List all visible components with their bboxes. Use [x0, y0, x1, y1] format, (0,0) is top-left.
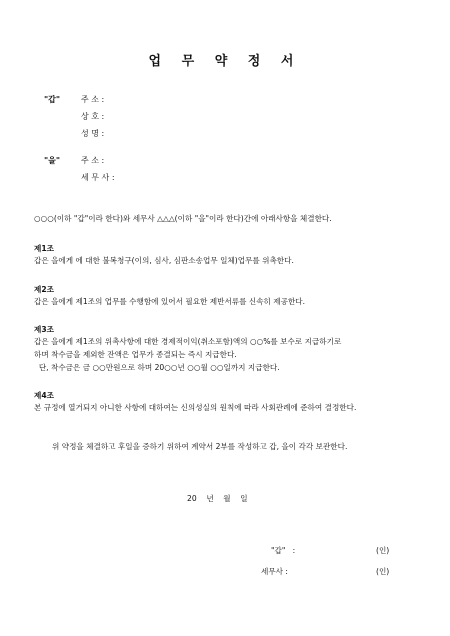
- article-3-line-2: 하며 착수금을 제외한 잔액은 업무가 종결되는 즉시 지급한다.: [34, 350, 237, 359]
- date-line: 20 년 월 일: [187, 494, 248, 503]
- party-a-address-label: 주 소 :: [81, 95, 105, 104]
- party-a-tag: "갑": [44, 95, 61, 104]
- document-title: 업 무 약 정 서: [148, 54, 302, 69]
- signature-b-label: 세무사 :: [261, 567, 288, 576]
- article-1-heading: 제1조: [34, 244, 54, 253]
- closing-paragraph: 위 약정을 체결하고 후일을 증하기 위하여 계약서 2부를 작성하고 갑, 을이 각각 보관한다.: [52, 442, 348, 451]
- signature-a-label: "갑" :: [271, 546, 296, 555]
- contract-body: [34, 212, 418, 462]
- article-2-heading: 제2조: [34, 285, 54, 294]
- article-4-text: 본 규정에 열거되지 아니한 사항에 대하여는 신의성실의 원칙에 따라 사회관례에 준하여 결정한다.: [34, 403, 357, 412]
- signature-b-seal: (인): [376, 567, 390, 576]
- party-b-taxaccountant-label: 세 무 사 :: [81, 173, 115, 182]
- signature-a-seal: (인): [376, 546, 390, 555]
- article-3-line-3: 단, 착수금은 금 ○○만원으로 하며 20○○년 ○○월 ○○일까지 지급한다.: [34, 363, 280, 372]
- party-a-name-label: 성 명 :: [81, 129, 105, 138]
- party-b-address-label: 주 소 :: [81, 156, 105, 165]
- article-2-text: 갑은 을에게 제1조의 업무를 수행함에 있어서 필요한 제반서류를 신속히 제공한다.: [34, 297, 306, 306]
- article-4-heading: 제4조: [34, 391, 54, 400]
- article-1-text: 갑은 을에게 에 대한 불복청구(이의, 심사, 심판소송업무 일체)업무를 위촉한다.: [34, 256, 294, 265]
- article-3-line-1: 갑은 을에게 제1조의 위촉사항에 대한 경제적이익(취소포함)액의 ○○%를 보수로 지급하기로: [34, 337, 342, 346]
- article-3-heading: 제3조: [34, 325, 54, 334]
- intro-paragraph: ○○○(이하 "갑"이라 한다)와 세무사 △△△(이하 "을"이라 한다)간에 아래사항을 체결한다.: [34, 214, 332, 223]
- party-a-company-label: 상 호 :: [81, 112, 105, 121]
- party-b-tag: "을": [44, 156, 61, 165]
